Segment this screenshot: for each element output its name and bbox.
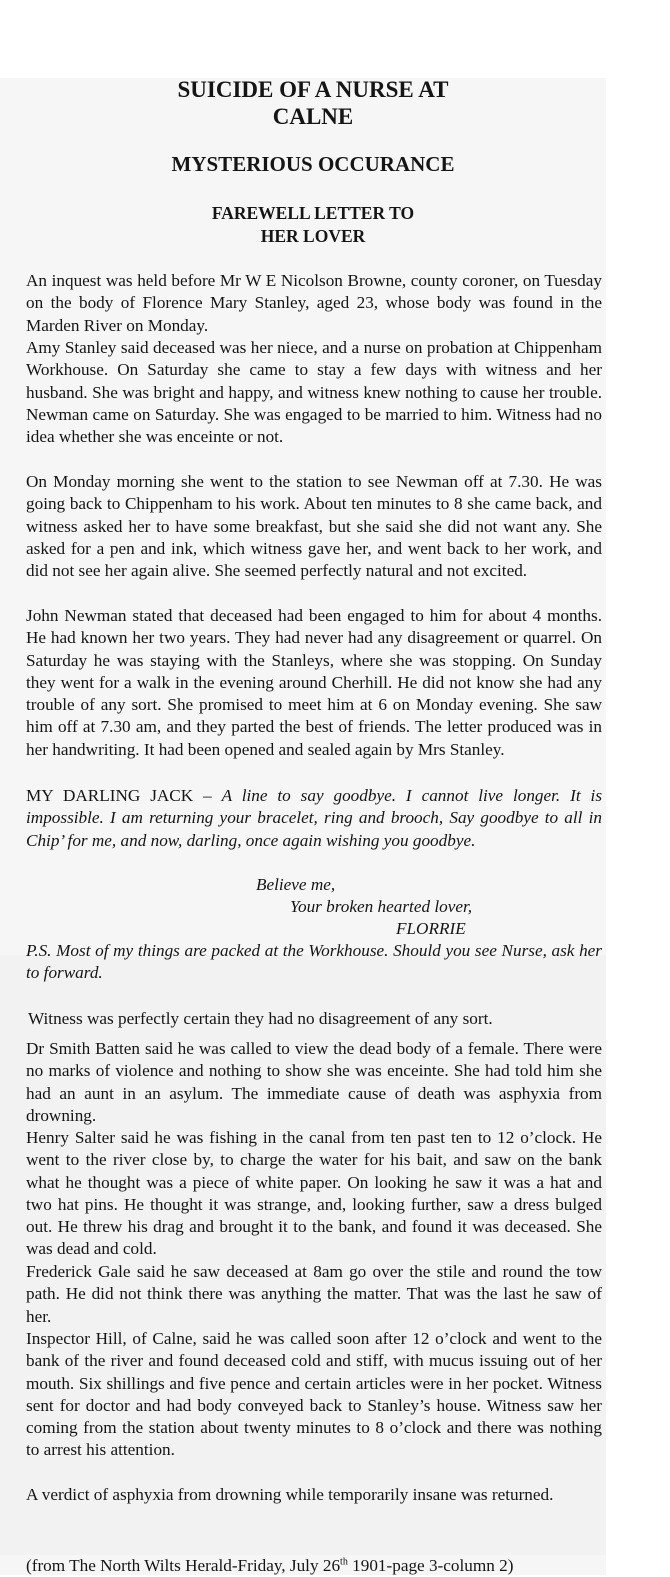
source-prefix: (from The North Wilts Herald-Friday, July 26 bbox=[26, 1556, 341, 1575]
letter-salutation: MY DARLING JACK – bbox=[26, 786, 212, 805]
subheading-line-2: HER LOVER bbox=[260, 226, 366, 246]
source-suffix: 1901-page 3-column 2) bbox=[347, 1556, 514, 1575]
paragraph-verdict: A verdict of asphyxia from drowning while temporarily insane was returned. bbox=[26, 1485, 554, 1504]
signature-believe: Believe me, bbox=[256, 875, 336, 894]
source-citation bbox=[26, 1555, 513, 1577]
farewell-letter bbox=[26, 785, 602, 852]
paragraph-henry-salter: Henry Salter said he was fishing in the canal from ten past ten to 12 o’clock. He went to the river close by, to charge the water for his bait, and saw on the bank what he thought was a piece of white paper. On looking he saw it was a hat and two hat pins. He thought it was strange, and, looking further, saw a dress bulged out. He threw his drag and brought it to the bank, and found it was deceased. She was dead and cold. bbox=[26, 1128, 602, 1259]
witness-line: Witness was perfectly certain they had no disagreement of any sort. bbox=[28, 1009, 493, 1028]
paragraph-inspector-hill: Inspector Hill, of Calne, said he was called soon after 12 o’clock and went to the bank of the river and found deceased cold and stiff, with mucus issuing out of her mouth. Six shillings and five pence and certain articles were in her pocket. Witness sent for doctor and had body conveyed back to Stanley’s house. Witness saw her coming from the station about twenty minutes to 8 o’clock and there was nothing to arrest his attention. bbox=[26, 1329, 602, 1460]
postscript: P.S. Most of my things are packed at the Workhouse. Should you see Nurse, ask her to forward. bbox=[26, 941, 602, 983]
headline-line-2: CALNE bbox=[272, 104, 354, 129]
source-superscript: th bbox=[340, 1556, 348, 1568]
paragraph-inquest: An inquest was held before Mr W E Nicolson Browne, county coroner, on Tuesday on the body of Florence Mary Stanley, aged 23, whose body was found in the Marden River on Monday. bbox=[26, 271, 602, 335]
paragraph-dr-smith-batten: Dr Smith Batten said he was called to view the dead body of a female. There were no marks of violence and nothing to show she was enceinte. She had told him she had an aunt in an asylum. The immediate cause of death was asphyxia from drowning. bbox=[26, 1039, 602, 1125]
headline-line-1: SUICIDE OF A NURSE AT bbox=[177, 77, 449, 102]
paragraph-amy-stanley: Amy Stanley said deceased was her niece, and a nurse on probation at Chippenham Workhouse. On Saturday she came to stay a few days with witness and her husband. She was bright and happy, and witness knew nothing to cause her trouble. Newman came on Saturday. She was engaged to be married to him. Witness had no idea whether she was enceinte or not. bbox=[26, 338, 602, 447]
subheading bbox=[0, 202, 626, 248]
headline bbox=[0, 76, 626, 130]
signature-name: FLORRIE bbox=[396, 919, 466, 938]
paragraph-monday-morning: On Monday morning she went to the station to see Newman off at 7.30. He was going back to Chippenham to his work. About ten minutes to 8 she came back, and witness asked her to have some breakfast, but she said she did not want any. She asked for a pen and ink, which witness gave her, and went back to her work, and did not see her again alive. She seemed perfectly natural and not excited. bbox=[26, 472, 602, 581]
paragraph-john-newman: John Newman stated that deceased had been engaged to him for about 4 months. He had known her two years. They had never had any disagreement or quarrel. On Saturday he was staying with the Stanleys, where she was stopping. On Sunday they went for a walk in the evening around Cherhill. He did not know she had any trouble of any sort. She promised to meet him at 6 on Monday evening. She saw him off at 7.30 am, and they parted the best of friends. The letter produced was in her handwriting. It had been opened and sealed again by Mrs Stanley. bbox=[26, 606, 602, 759]
letter-body: A line to say goodbye. I cannot live longer. It is impossible. I am returning your bracelet, ring and brooch, Say goodbye to all in Chip’ for me, and now, darling, once again wishing you goodbye. bbox=[26, 786, 603, 850]
subtitle: MYSTERIOUS OCCURANCE bbox=[171, 152, 455, 176]
paragraph-frederick-gale: Frederick Gale said he saw deceased at 8am go over the stile and round the tow path. He did not think there was anything the matter. That was the last he saw of her. bbox=[26, 1262, 602, 1326]
subheading-line-1: FAREWELL LETTER TO bbox=[211, 203, 415, 223]
signature-lover: Your broken hearted lover, bbox=[290, 897, 473, 916]
